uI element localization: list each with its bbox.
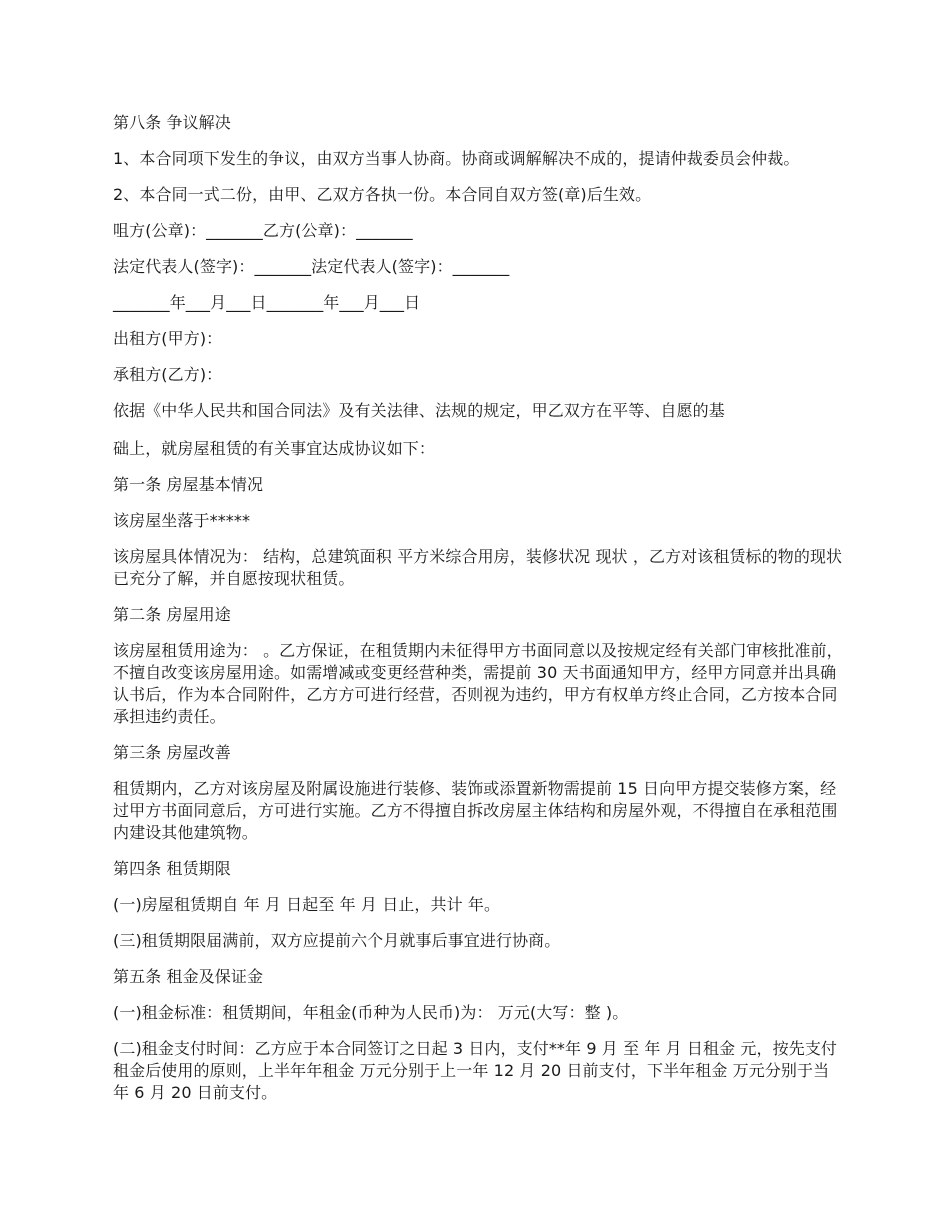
- rent-payment-time: (二)租金支付时间：乙方应于本合同签订之日起 3 日内，支付**年 9 月 至 年 月 日租金 元，按先支付租金后使用的原则，上半年年租金 万元分别于上一年 12 月 20 日前支付，下半年租金 万元分别于当年 6 月 20 日前支付。: [113, 1039, 838, 1102]
- document-page: [113, 112, 843, 1104]
- rent-standard: (一)租金标准：租赁期间，年租金(币种为人民币)为： 万元(大写：整 )。: [113, 1003, 629, 1022]
- legal-representative-line: 法定代表人(签字)：_______法定代表人(签字)：_______: [113, 257, 510, 276]
- date-line: _______年___月___日_______年___月___日: [113, 293, 421, 312]
- dispute-clause-2: 2、本合同一式二份，由甲、乙双方各执一份。本合同自双方签(章)后生效。: [113, 185, 652, 204]
- article-5-heading: 第五条 租金及保证金: [113, 967, 264, 986]
- preamble-line-1: 依据《中华人民共和国合同法》及有关法律、法规的规定，甲乙双方在平等、自愿的基: [113, 401, 725, 420]
- property-usage: 该房屋租赁用途为： 。乙方保证，在租赁期内未征得甲方书面同意以及按规定经有关部门审核批准前，不擅自改变该房屋用途。如需增减或变更经营种类，需提前 30 天书面通知甲方，经甲方同意并出具确认书后，作为本合同附件，乙方方可进行经营，否则视为违约，甲方有权单方终止合同，乙方按本合同承担违约责任。: [113, 641, 843, 726]
- property-improvement: 租赁期内，乙方对该房屋及附属设施进行装修、装饰或添置新物需提前 15 日向甲方提交装修方案，经过甲方书面同意后，方可进行实施。乙方不得擅自拆改房屋主体结构和房屋外观，不得擅自在承租范围内建设其他建筑物。: [113, 779, 838, 842]
- lessee-line: 承租方(乙方)：: [113, 365, 223, 384]
- seal-line: 咀方(公章)：_______乙方(公章)：_______: [113, 221, 413, 240]
- article-4-heading: 第四条 租赁期限: [113, 859, 231, 878]
- property-location: 该房屋坐落于*****: [113, 511, 251, 530]
- lease-expiry: (三)租赁期限届满前，双方应提前六个月就事后事宜进行协商。: [113, 931, 561, 950]
- article-1-heading: 第一条 房屋基本情况: [113, 475, 264, 494]
- dispute-clause-1: 1、本合同项下发生的争议，由双方当事人协商。协商或调解解决不成的，提请仲裁委员会仲裁。: [113, 149, 800, 168]
- preamble-line-2: 础上，就房屋租赁的有关事宜达成协议如下：: [113, 439, 436, 458]
- lessor-line: 出租方(甲方)：: [113, 329, 223, 348]
- article-8-heading: 第八条 争议解决: [113, 113, 231, 132]
- lease-term: (一)房屋租赁期自 年 月 日起至 年 月 日止，共计 年。: [113, 895, 501, 914]
- property-details: 该房屋具体情况为： 结构，总建筑面积 平方米综合用房，装修状况 现状 ，乙方对该租赁标的物的现状已充分了解，并自愿按现状租赁。: [113, 547, 843, 588]
- article-3-heading: 第三条 房屋改善: [113, 743, 231, 762]
- article-2-heading: 第二条 房屋用途: [113, 605, 231, 624]
